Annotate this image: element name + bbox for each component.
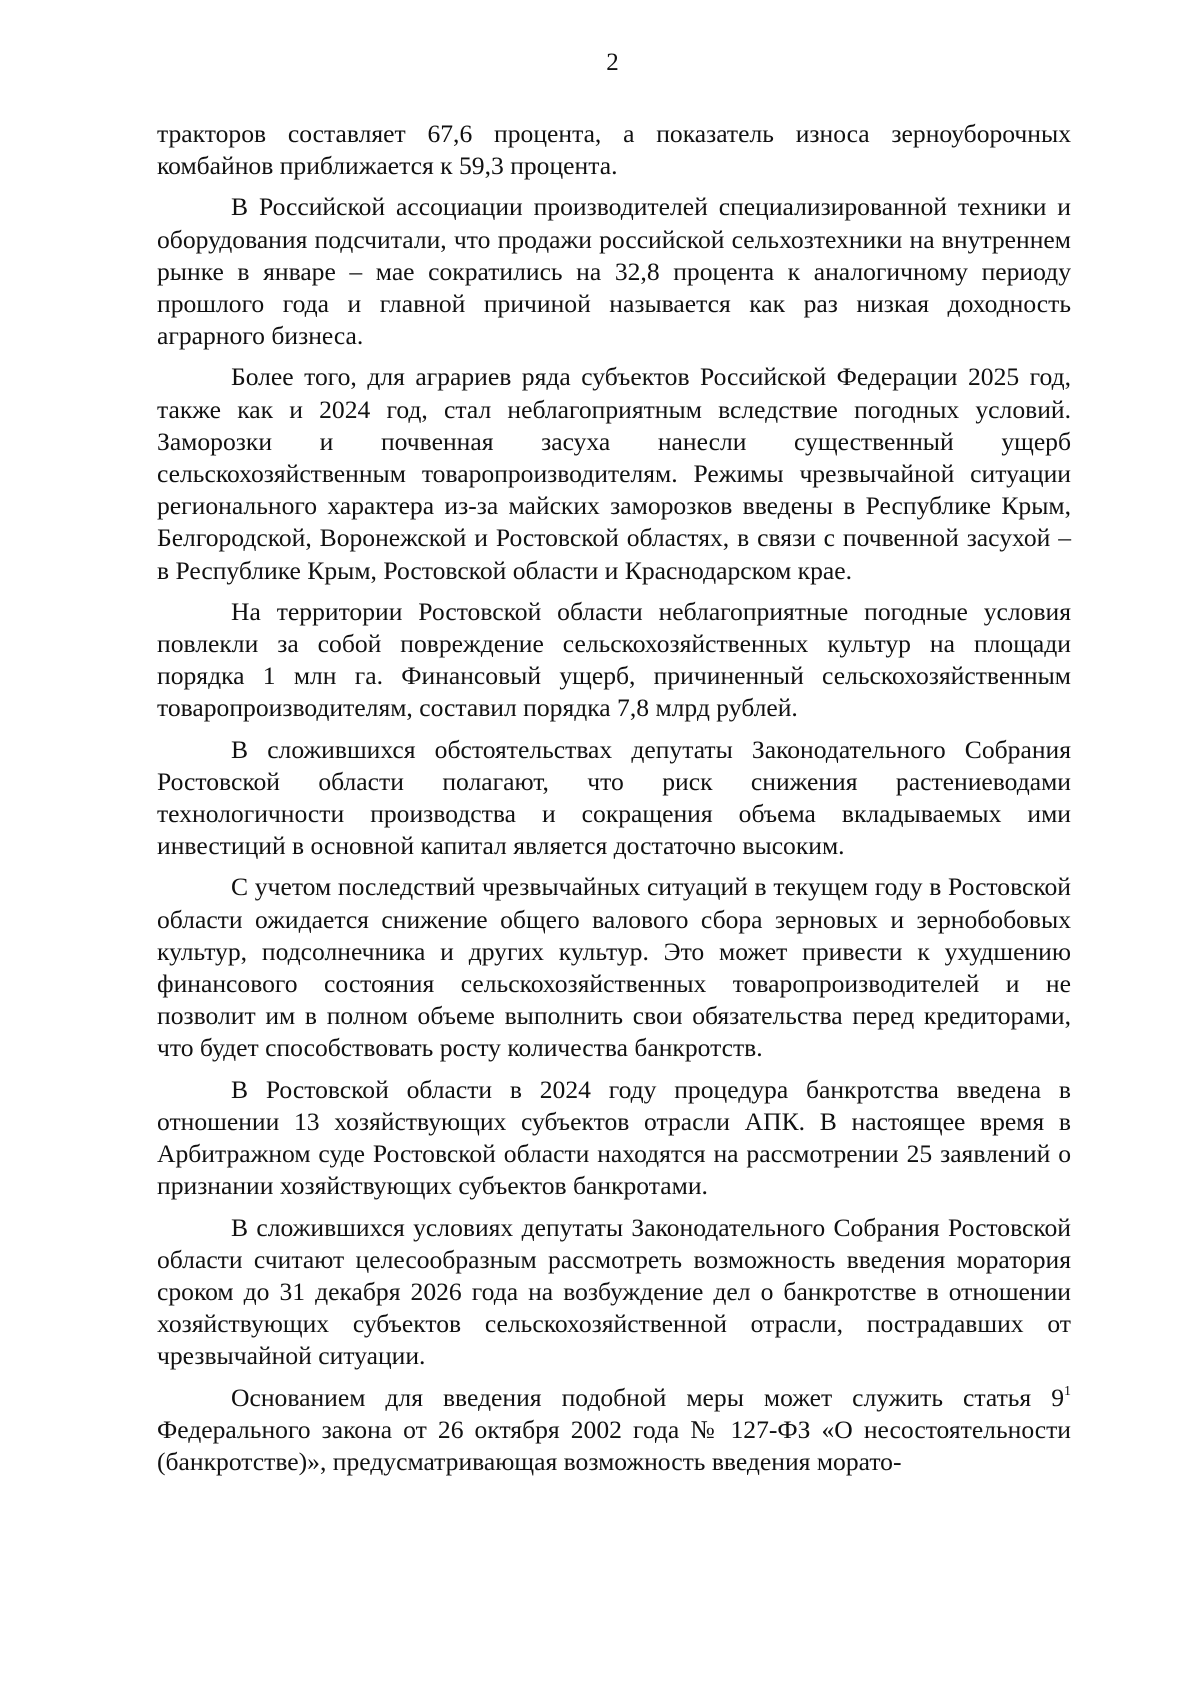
paragraph-deputies-risk: В сложившихся обстоятельствах депутаты Законодательного Собрания Ростовской области полагают, что риск снижения растениеводами технологичности производства и сокращения объема вкладываемых ими инвестиций в основной капитал является достаточно высоким. (157, 734, 1071, 861)
paragraph-weather-conditions: Более того, для аграриев ряда субъектов Российской Федерации 2025 год, также как и 2024 год, стал неблагоприятным вследствие погодных условий. Заморозки и почвенная засуха нанесли существенный ущерб сельскохозяйственным товаропроизводителям. Режимы чрезвычайной ситуации регионального характера из-за майских заморозков введены в Республике Крым, Белгородской, Воронежской и Ростовской областях, в связи с почвенной засухой – в Республике Крым, Ростовской области и Краснодарском крае. (157, 362, 1071, 585)
paragraph-bankruptcy-statistics: В Ростовской области в 2024 году процедура банкротства введена в отношении 13 хозяйствующих субъектов отрасли АПК. В настоящее время в Арбитражном суде Ростовской области находятся на рассмотрении 25 заявлений о признании хозяйствующих субъектов банкротами. (157, 1074, 1071, 1201)
legal-basis-text-start: Основанием для введения подобной меры может служить статья 9 (231, 1382, 1064, 1412)
paragraph-emergency-consequences: С учетом последствий чрезвычайных ситуаций в текущем году в Ростовской области ожидается снижение общего валового сбора зерновых и зернобобовых культур, подсолнечника и других культур. Это может привести к ухудшению финансового состояния сельскохозяйственных товаропроизводителей и не позволит им в полном объеме выполнить свои обязательства перед кредиторами, что будет способствовать росту количества банкротств. (157, 872, 1071, 1063)
paragraph-sales-decline: В Российской ассоциации производителей специализированной техники и оборудования подсчитали, что продажи российской сельхозтехники на внутреннем рынке в январе – мае сократились на 32,8 процента к аналогичному периоду прошлого года и главной причиной называется как раз низкая доходность аграрного бизнеса. (157, 192, 1071, 351)
article-superscript: 1 (1064, 1383, 1071, 1399)
paragraph-rostov-damage: На территории Ростовской области неблагоприятные погодные условия повлекли за собой повреждение сельскохозяйственных культур на площади порядка 1 млн га. Финансовый ущерб, причиненный сельскохозяйственным товаропроизводителям, составил порядка 7,8 млрд рублей. (157, 596, 1071, 723)
paragraph-moratorium-proposal: В сложившихся условиях депутаты Законодательного Собрания Ростовской области считают целесообразным рассмотреть возможность введения моратория сроком до 31 декабря 2026 года на возбуждение дел о банкротстве в отношении хозяйствующих субъектов сельскохозяйственной отрасли, пострадавших от чрезвычайной ситуации. (157, 1212, 1071, 1371)
paragraph-continuation: тракторов составляет 67,6 процента, а показатель износа зерноуборочных комбайнов приближается к 59,3 процента. (157, 119, 1071, 181)
paragraph-legal-basis (157, 1382, 1071, 1479)
page-number: 2 (606, 49, 619, 76)
legal-basis-text-end: Федерального закона от 26 октября 2002 года № 127-ФЗ «О несостоятельности (банкротстве)», предусматривающая возможность введения морато- (157, 1414, 1071, 1476)
document-body (157, 118, 1071, 1486)
